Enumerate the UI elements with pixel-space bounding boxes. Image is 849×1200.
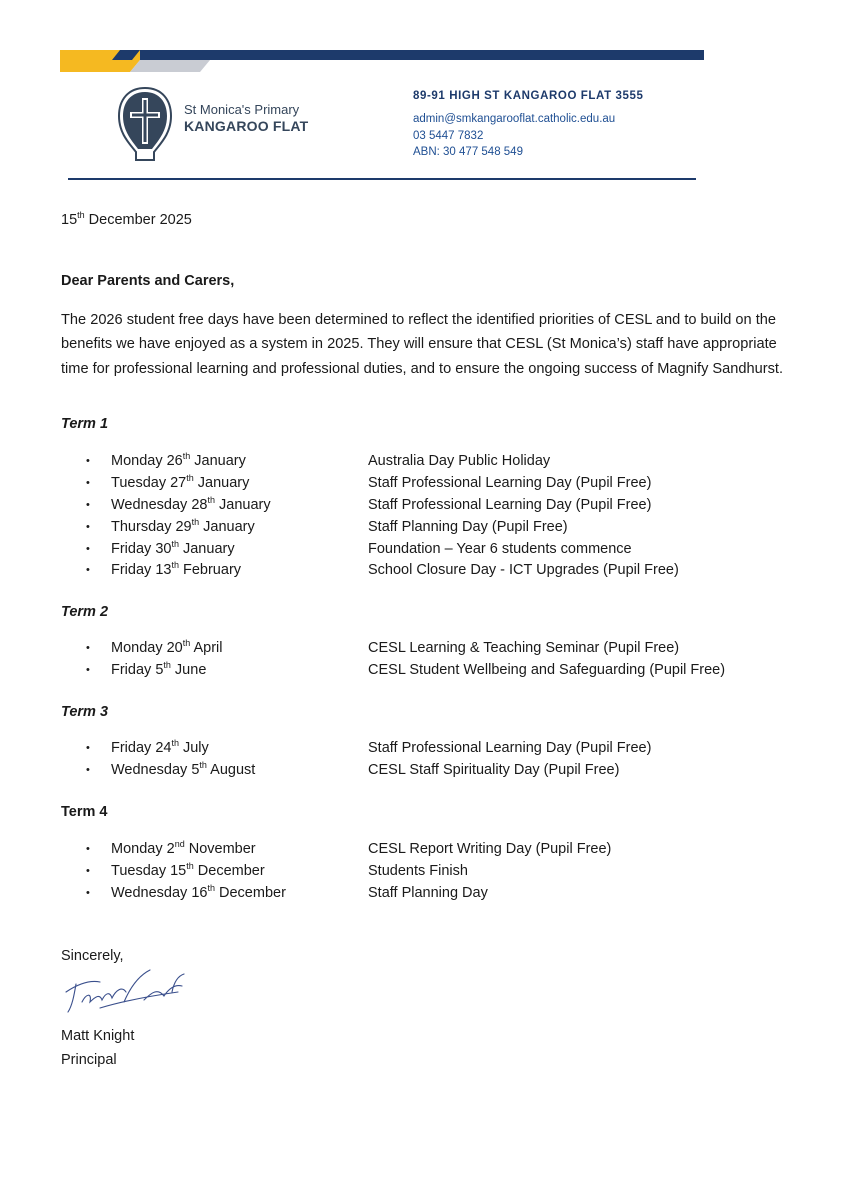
term-2-list — [86, 638, 786, 682]
term-4-list — [86, 839, 786, 905]
intro-paragraph: The 2026 student free days have been determined to reflect the identified priorities of CESL and to build on the benefits we have enjoyed as a system in 2025. They will ensure that CESL (St Monica’s) staff have appropriate time for professional learning and professional duties, and to ensure the ongoing success of Magnify Sandhurst. — [61, 312, 784, 377]
list-item: • Friday 13th February School Closure Day - ICT Upgrades (Pupil Free) — [86, 560, 786, 582]
list-item: • Monday 2nd November CESL Report Writing Day (Pupil Free) — [86, 839, 786, 861]
phone-number: 03 5447 7832 — [413, 129, 484, 142]
list-item: • Wednesday 5th August CESL Staff Spirituality Day (Pupil Free) — [86, 760, 786, 782]
bullet-icon: • — [86, 763, 90, 776]
bullet-icon: • — [86, 455, 90, 467]
term-1-heading: Term 1 — [61, 416, 109, 432]
list-item: • Monday 26th January Australia Day Public Holiday — [86, 451, 786, 473]
bullet-icon: • — [86, 663, 90, 676]
letter-date: 15th December 2025 — [61, 210, 192, 228]
bullet-icon: • — [86, 642, 90, 654]
term-3-list — [86, 738, 786, 782]
signatory-title: Principal — [61, 1052, 117, 1068]
bullet-icon: • — [86, 864, 90, 877]
bullet-icon: • — [86, 498, 90, 511]
abn-number: ABN: 30 477 548 549 — [413, 146, 523, 158]
bullet-icon: • — [86, 886, 90, 899]
email-link[interactable]: admin@smkangarooflat.catholic.edu.au — [413, 113, 616, 125]
list-item: • Wednesday 28th January Staff Professional Learning Day (Pupil Free) — [86, 495, 786, 517]
list-item: • Tuesday 27th January Staff Professional Learning Day (Pupil Free) — [86, 473, 786, 495]
list-item: • Friday 30th January Foundation – Year 6 students commence — [86, 539, 786, 561]
term-4-heading: Term 4 — [61, 804, 108, 820]
list-item: • Friday 5th June CESL Student Wellbeing and Safeguarding (Pupil Free) — [86, 660, 786, 682]
bullet-icon: • — [86, 520, 90, 533]
bullet-icon: • — [86, 742, 90, 754]
closing: Sincerely, — [61, 948, 124, 964]
list-item: • Thursday 29th January Staff Planning Day (Pupil Free) — [86, 517, 786, 539]
school-name-line2: KANGAROO FLAT — [184, 118, 309, 134]
list-item: • Friday 24th July Staff Professional Learning Day (Pupil Free) — [86, 738, 786, 760]
bullet-icon: • — [86, 564, 90, 577]
bullet-icon: • — [86, 542, 90, 555]
list-item: • Tuesday 15th December Students Finish — [86, 861, 786, 883]
term-1-list — [86, 451, 786, 582]
bullet-icon: • — [86, 843, 90, 855]
term-3-heading: Term 3 — [61, 704, 109, 720]
signature-icon — [60, 962, 190, 1022]
school-address: 89-91 HIGH ST KANGAROO FLAT 3555 — [413, 90, 644, 102]
greeting: Dear Parents and Carers, — [61, 273, 235, 289]
school-name — [184, 102, 308, 135]
school-name-line1: St Monica's Primary — [184, 102, 300, 117]
contact-block — [413, 111, 615, 161]
letterhead-divider — [68, 178, 696, 180]
term-2-heading: Term 2 — [61, 604, 109, 620]
letterhead-color-band — [60, 50, 704, 72]
list-item: • Monday 20th April CESL Learning & Teaching Seminar (Pupil Free) — [86, 638, 786, 660]
list-item: • Wednesday 16th December Staff Planning Day — [86, 883, 786, 905]
school-crest-icon — [116, 86, 174, 162]
bullet-icon: • — [86, 476, 90, 489]
signatory-name: Matt Knight — [61, 1028, 135, 1044]
